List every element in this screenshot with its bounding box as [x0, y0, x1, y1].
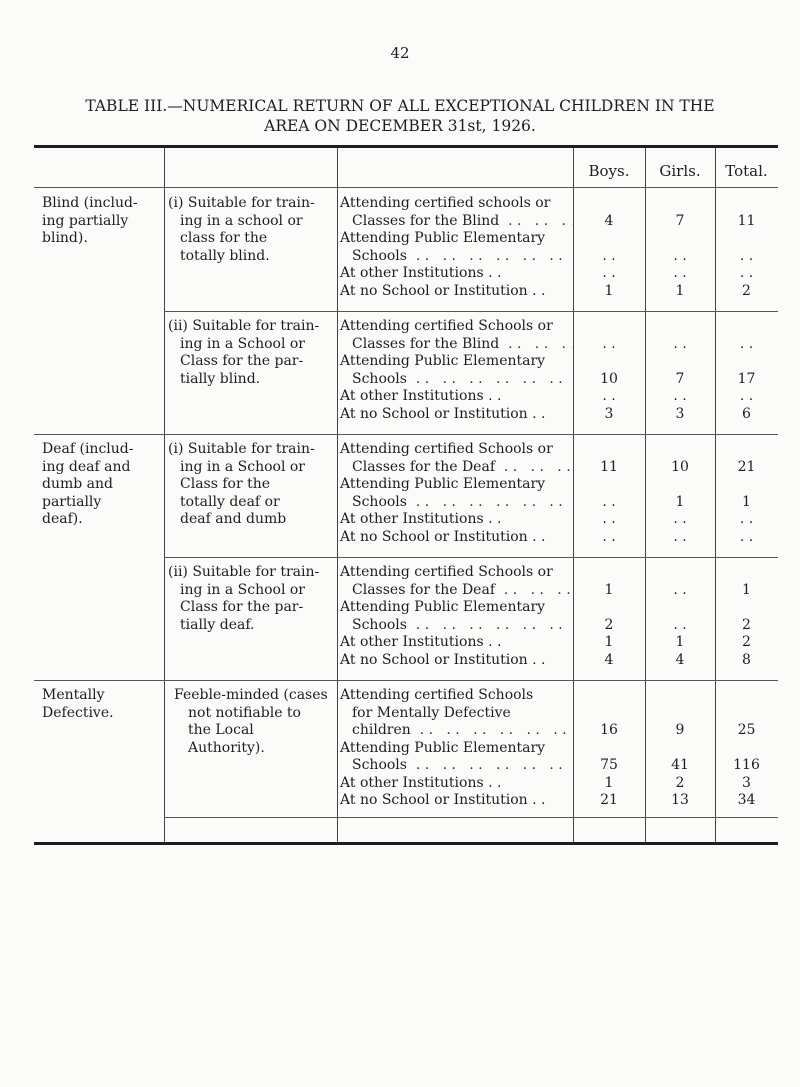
value-girls: 3	[675, 405, 685, 422]
value-boys: 1	[604, 774, 614, 791]
dot-leader	[407, 371, 572, 389]
table-title-line-1: TABLE III.—NUMERICAL RETURN OF ALL EXCEPTIONAL CHILDREN IN THE	[85, 97, 715, 115]
value-total: 2	[742, 282, 751, 299]
value-total: . .	[739, 511, 754, 527]
page-number: 42	[390, 44, 410, 62]
subcategory-line: ing in a School or	[180, 581, 306, 598]
value-total: 34	[737, 792, 756, 808]
attendance-line: At other Institutions . .	[340, 511, 502, 527]
table-title-line-2: AREA ON DECEMBER 31st, 1926.	[264, 117, 536, 135]
subcategory-feeble-minded	[168, 687, 338, 757]
dot-leader	[407, 757, 572, 775]
value-boys: 16	[600, 722, 618, 738]
value-boys: 4	[604, 651, 614, 668]
subcategory-line: (i) Suitable for train-	[168, 441, 315, 457]
subcategory-line: not notifiable to	[188, 704, 301, 721]
header-girls: Girls.	[659, 162, 701, 180]
attendance-line: At no School or Institution . .	[340, 651, 546, 668]
attendance-lines	[340, 441, 572, 546]
value-girls: 41	[671, 757, 689, 773]
category-line: deaf).	[42, 511, 83, 527]
category-line: ing partially	[42, 212, 129, 229]
value-girls: . .	[673, 616, 687, 633]
attendance-line	[340, 494, 572, 512]
value-boys: . .	[602, 335, 616, 352]
attendance-lines	[340, 687, 572, 810]
value-girls: . .	[673, 335, 687, 352]
category-line: Blind (includ-	[42, 195, 138, 211]
value-total: 1	[742, 493, 751, 510]
value-total: . .	[739, 528, 754, 545]
attendance-line	[340, 336, 572, 354]
dot-leader	[407, 248, 572, 266]
category-line: blind).	[42, 230, 88, 246]
section-rule	[34, 434, 778, 435]
value-girls: . .	[673, 388, 687, 404]
header-rule	[34, 187, 778, 188]
subcategory-line: deaf and dumb	[180, 511, 287, 527]
value-boys: 1	[604, 581, 614, 598]
subcategory-line: ing in a School or	[180, 335, 306, 352]
value-boys: 1	[604, 634, 614, 650]
attendance-line-text: Classes for the Deaf	[352, 581, 495, 598]
attendance-line-text: Classes for the Blind	[352, 335, 500, 352]
dot-leader	[495, 582, 572, 600]
subcategory-line: Class for the par-	[180, 599, 304, 615]
value-girls: . .	[673, 581, 687, 598]
attendance-line	[340, 722, 572, 740]
subcategory-line: tially blind.	[180, 370, 261, 387]
subcategory-blind-totally	[168, 195, 338, 265]
value-girls: 7	[675, 370, 685, 387]
subcategory-line: ing in a School or	[180, 458, 306, 475]
attendance-line: Attending certified Schools or	[340, 564, 553, 580]
subcategory-line: Class for the par-	[180, 353, 304, 369]
category-line: Mentally	[42, 687, 105, 703]
dot-leader	[499, 213, 572, 231]
subcategory-line: (ii) Suitable for train-	[168, 564, 320, 580]
subcategory-line: (i) Suitable for train-	[168, 195, 315, 211]
value-boys: 3	[604, 405, 614, 422]
category-blind	[42, 195, 164, 248]
value-total: 2	[742, 616, 751, 633]
attendance-line: At other Institutions . .	[340, 265, 502, 281]
attendance-line: At other Institutions . .	[340, 388, 502, 404]
table-title	[30, 96, 770, 136]
value-girls: 9	[675, 722, 685, 738]
attendance-line-text: Schools	[352, 616, 407, 633]
attendance-line: for Mentally Defective	[352, 704, 511, 721]
attendance-line: At no School or Institution . .	[340, 282, 546, 299]
attendance-line-text: Schools	[352, 757, 407, 773]
attendance-line	[340, 459, 572, 477]
value-boys: 2	[604, 616, 614, 633]
value-total: . .	[739, 335, 754, 352]
subcategory-line: tially deaf.	[180, 616, 255, 633]
attendance-line-text: Schools	[352, 370, 407, 387]
dot-leader	[499, 336, 572, 354]
subcategory-line: ing in a school or	[180, 212, 303, 229]
category-line: Deaf (includ-	[42, 441, 134, 457]
header-boys: Boys.	[588, 162, 630, 180]
attendance-line: At other Institutions . .	[340, 774, 502, 791]
attendance-lines	[340, 195, 572, 300]
subcategory-line: (ii) Suitable for train-	[168, 318, 320, 334]
attendance-line: Attending Public Elementary	[340, 476, 546, 492]
subsection-rule	[164, 557, 778, 558]
value-boys: 11	[600, 458, 618, 475]
value-boys: . .	[602, 247, 616, 264]
attendance-line: Attending certified Schools or	[340, 318, 553, 334]
attendance-line-text: Schools	[352, 247, 407, 264]
value-girls: . .	[673, 247, 687, 264]
value-total: 11	[737, 212, 756, 229]
attendance-line: Attending certified Schools	[340, 687, 534, 703]
value-girls: 13	[671, 792, 689, 808]
subcategory-deaf-partially	[168, 564, 338, 634]
subcategory-line: the Local	[188, 722, 254, 738]
value-girls: . .	[673, 511, 687, 527]
attendance-lines	[340, 564, 572, 669]
value-boys: . .	[602, 528, 616, 545]
value-total: 21	[737, 458, 756, 475]
subcategory-line: Authority).	[188, 739, 265, 756]
value-total: 2	[742, 634, 751, 650]
value-girls: 2	[675, 774, 685, 791]
subcategory-blind-partially	[168, 318, 338, 388]
value-boys: 75	[600, 757, 618, 773]
section-rule	[34, 680, 778, 681]
value-total: . .	[739, 388, 754, 404]
value-total: 3	[742, 774, 751, 791]
attendance-line	[340, 213, 572, 231]
attendance-line-text: Classes for the Deaf	[352, 458, 495, 475]
table-bottom-rule	[34, 842, 778, 845]
subcategory-line: totally blind.	[180, 247, 270, 264]
value-total: 1	[742, 581, 751, 598]
dot-leader	[411, 722, 572, 740]
value-total: . .	[739, 265, 754, 281]
attendance-line: Attending Public Elementary	[340, 230, 546, 246]
value-girls: 1	[675, 282, 685, 299]
attendance-line: At no School or Institution . .	[340, 528, 546, 545]
subcategory-line: Class for the	[180, 476, 271, 492]
value-girls: 10	[671, 458, 689, 475]
attendance-line-text: Schools	[352, 493, 407, 510]
attendance-line	[340, 248, 572, 266]
value-boys: 21	[600, 792, 618, 808]
value-girls: 4	[675, 651, 685, 668]
value-total: . .	[739, 247, 754, 264]
category-deaf	[42, 441, 164, 529]
attendance-line: Attending Public Elementary	[340, 739, 546, 756]
category-mentally-defective	[42, 687, 164, 722]
category-line: dumb and	[42, 476, 113, 492]
attendance-line	[340, 617, 572, 635]
category-line: Defective.	[42, 704, 114, 721]
header-total: Total.	[725, 162, 768, 180]
attendance-line-text: Classes for the Blind	[352, 212, 500, 229]
value-boys: . .	[602, 265, 616, 281]
attendance-line: At no School or Institution . .	[340, 405, 546, 422]
value-total: 17	[737, 370, 756, 387]
attendance-line: Attending Public Elementary	[340, 599, 546, 615]
value-girls: 1	[675, 634, 685, 650]
subcategory-deaf-totally	[168, 441, 338, 529]
table-top-rule	[34, 145, 778, 148]
attendance-line	[340, 371, 572, 389]
subsection-rule	[164, 817, 778, 818]
attendance-line: At no School or Institution . .	[340, 792, 546, 808]
value-boys: . .	[602, 493, 616, 510]
column-rule	[164, 148, 165, 842]
attendance-line	[340, 757, 572, 775]
value-boys: . .	[602, 388, 616, 404]
subcategory-line: totally deaf or	[180, 493, 280, 510]
dot-leader	[495, 459, 572, 477]
attendance-lines	[340, 318, 572, 423]
attendance-line: Attending certified schools or	[340, 195, 551, 211]
subsection-rule	[164, 311, 778, 312]
value-total: 8	[742, 651, 751, 668]
subcategory-line: class for the	[180, 230, 268, 246]
value-boys: 4	[604, 212, 614, 229]
value-girls: 1	[675, 493, 685, 510]
value-total: 116	[733, 757, 760, 773]
dot-leader	[407, 617, 572, 635]
subcategory-line: Feeble-minded (cases	[174, 687, 328, 703]
value-total: 6	[742, 405, 751, 422]
value-total: 25	[737, 722, 756, 738]
value-girls: . .	[673, 265, 687, 281]
attendance-line: Attending certified Schools or	[340, 441, 553, 457]
attendance-line: At other Institutions . .	[340, 634, 502, 650]
attendance-line	[340, 582, 572, 600]
dot-leader	[407, 494, 572, 512]
value-boys: 10	[600, 370, 618, 387]
value-boys: . .	[602, 511, 616, 527]
attendance-line-text: children	[352, 722, 411, 738]
value-girls: . .	[673, 528, 687, 545]
category-line: partially	[42, 493, 102, 510]
category-line: ing deaf and	[42, 458, 131, 475]
value-boys: 1	[604, 282, 614, 299]
attendance-line: Attending Public Elementary	[340, 353, 546, 369]
value-girls: 7	[675, 212, 685, 229]
